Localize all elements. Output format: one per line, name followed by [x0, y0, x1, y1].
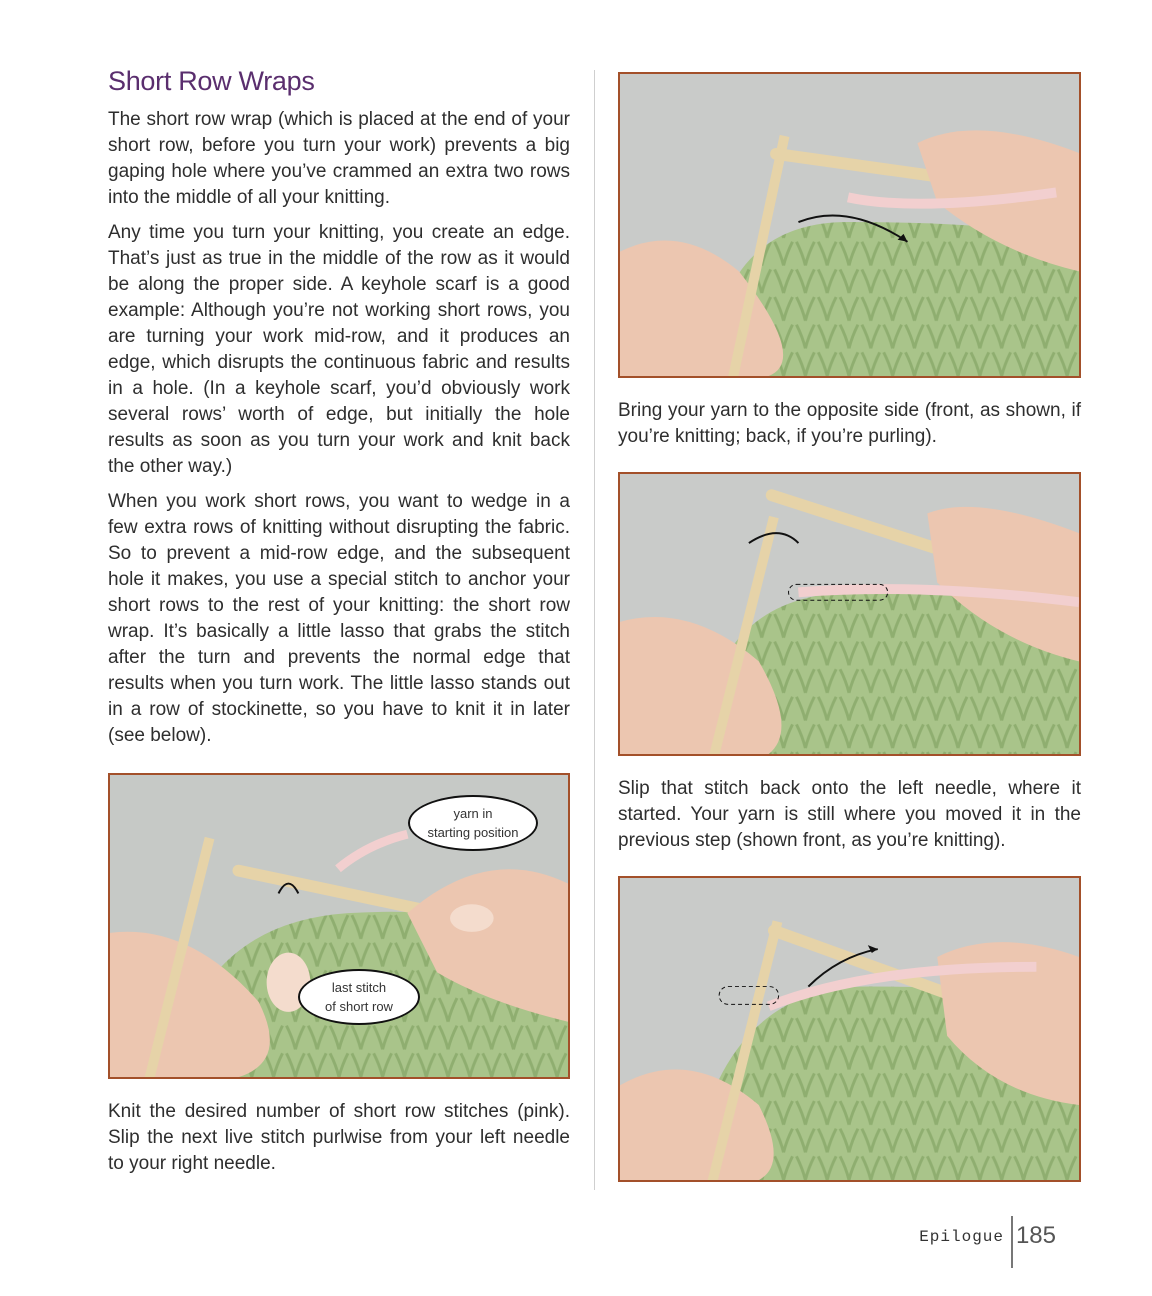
callout-last-stitch [298, 969, 420, 1025]
photo-3-caption: Slip that stitch back onto the left needle, where it started. Your yarn is still where you moved it in the previous step (shown front, as you’re knitting). [618, 778, 1081, 851]
footer-rule [1011, 1216, 1013, 1268]
callout-stitch-line-1: last stitch [331, 980, 387, 995]
column-divider [594, 70, 595, 1190]
photo-1-caption: Knit the desired number of short row stitches (pink). Slip the next live stitch purlwise from your left needle to your right needle. [108, 1101, 570, 1174]
section-heading: Short Row Wraps [108, 66, 315, 96]
photo-2-caption: Bring your yarn to the opposite side (front, as shown, if you’re knitting; back, if you’re purling). [618, 400, 1081, 447]
callout-stitch-line-2: of short row [325, 999, 393, 1014]
page-number: 185 [1015, 1222, 1056, 1249]
callout-yarn-line-1: yarn in [453, 806, 493, 821]
photo-slip-stitch [108, 773, 570, 1079]
footer-section-name: Epilogue [919, 1228, 1004, 1246]
callout-yarn-position [408, 795, 538, 851]
callout-yarn-line-2: starting position [427, 825, 519, 840]
photo-wrap-complete [618, 876, 1081, 1182]
body-paragraph-3: When you work short rows, you want to wedge in a few extra rows of knitting without disrupting the fabric. So to prevent a mid-row edge, and the subsequent hole it makes, you use a special stitch to anchor your short rows to the rest of your knitting: the short row wrap. It’s basically a little lasso that grabs the stitch after the turn and prevents the normal edge that results when you turn work. The little lasso stands out in a row of stockinette, so you have to knit it in later (see below). [108, 491, 570, 746]
right-column [618, 72, 1081, 1182]
knitting-photo-3 [620, 474, 1079, 754]
photo-yarn-forward [618, 72, 1081, 378]
knitting-photo-2 [620, 74, 1079, 376]
knitting-photo-4 [620, 878, 1079, 1180]
body-paragraph-2: Any time you turn your knitting, you create an edge. That’s just as true in the middle of the row as it would be along the proper side. A keyhole scarf is a good example: Although you’re not working short rows, you are turning your work mid-row, and it produces an edge, which disrupts the continuous fabric and results in a hole. (In a keyhole scarf, you’d obviously work several rows’ worth of edge, but initially the hole results as soon as you turn your work and knit back the other way.) [108, 222, 570, 477]
left-column [108, 66, 570, 1177]
body-paragraph-1: The short row wrap (which is placed at the end of your short row, before you turn your work) prevents a big gaping hole where you’ve crammed an extra two rows into the middle of all your knitting. [108, 109, 570, 208]
photo-slip-back [618, 472, 1081, 756]
